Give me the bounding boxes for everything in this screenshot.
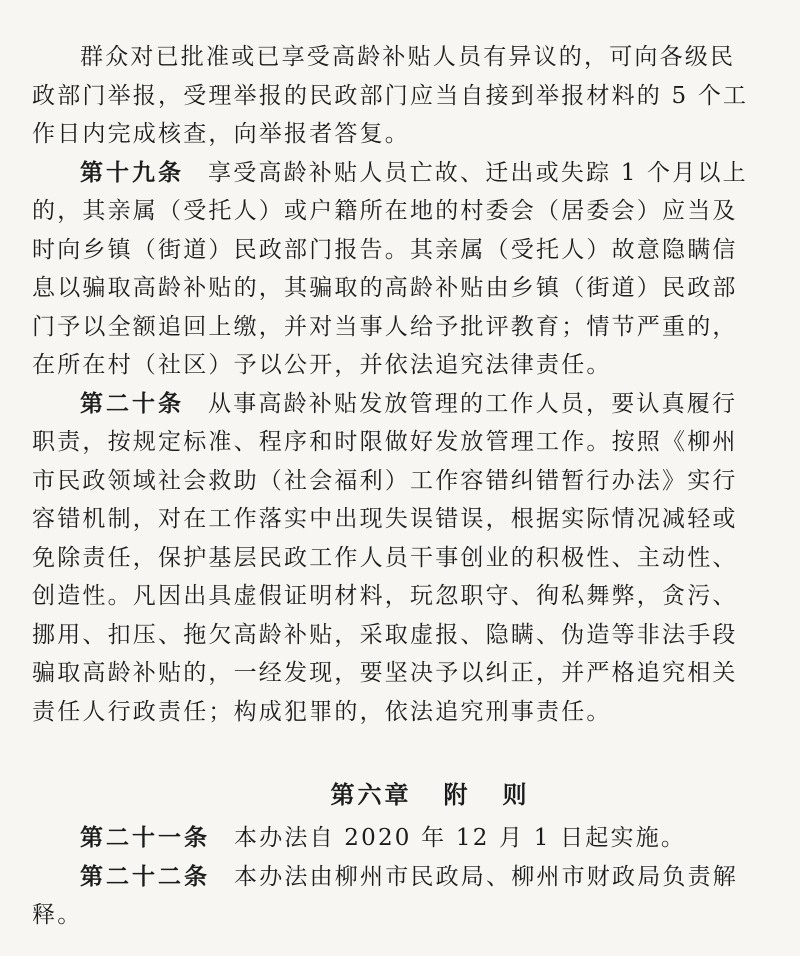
text-line: 作日内完成核查，向举报者答复。	[32, 121, 410, 147]
chapter-heading	[60, 771, 800, 819]
text-line: 从事高龄补贴发放管理的工作人员，要认真履行	[208, 390, 738, 417]
article-heading: 第十九条	[80, 158, 184, 186]
text-line: 在所在村（社区）予以公开，并依法追究法律责任。	[32, 352, 612, 378]
text-line: 政部门举报，受理举报的民政部门应当自接到举报材料的 5 个工	[32, 82, 749, 109]
text-line: 职责，按规定标准、程序和时限做好发放管理工作。按照《柳州	[32, 429, 738, 455]
article-20	[0, 385, 800, 732]
chapter-title-part2: 则	[502, 780, 530, 809]
article-22	[0, 858, 800, 935]
section-spacer	[0, 731, 800, 771]
article-heading: 第二十一条	[80, 824, 210, 851]
text-line: 释。	[32, 902, 83, 928]
text-line: 本办法由柳州市民政局、柳州市财政局负责解	[234, 863, 738, 890]
article-heading: 第二十条	[80, 389, 184, 417]
text-line: 创造性。凡因出具虚假证明材料，玩忽职守、徇私舞弊，贪污、	[32, 583, 738, 609]
text-line: 享受高龄补贴人员亡故、迁出或失踪 1 个月以上	[208, 159, 748, 186]
chapter-number: 第六章	[330, 780, 412, 809]
text-line: 骗取高龄补贴的，一经发现，要坚决予以纠正，并严格追究相关	[32, 660, 738, 686]
article-21	[0, 819, 800, 858]
chapter-title-part1: 附	[443, 780, 471, 809]
text-line: 的，其亲属（受托人）或户籍所在地的村委会（居委会）应当及	[32, 198, 738, 224]
text-line: 免除责任，保护基层民政工作人员干事创业的积极性、主动性、	[32, 544, 738, 571]
text-line: 时向乡镇（街道）民政部门报告。其亲属（受托人）故意隐瞒信	[32, 236, 738, 263]
text-line: 门予以全额追回上缴，并对当事人给予批评教育；情节严重的，	[32, 313, 738, 340]
paragraph-report-objection	[0, 38, 800, 154]
text-line: 市民政领域社会救助（社会福利）工作容错纠错暂行办法》实行	[32, 467, 738, 494]
text-line: 本办法自 2020 年 12 月 1 日起实施。	[234, 825, 687, 851]
text-line: 挪用、扣压、拖欠高龄补贴，采取虚报、隐瞒、伪造等非法手段	[32, 621, 738, 648]
text-line: 责任人行政责任；构成犯罪的，依法追究刑事责任。	[32, 698, 612, 725]
article-19	[0, 154, 800, 385]
text-line: 容错机制，对在工作落实中出现失误错误，根据实际情况减轻或	[32, 506, 738, 532]
text-line: 息以骗取高龄补贴的，其骗取的高龄补贴由乡镇（街道）民政部	[32, 275, 738, 301]
article-heading: 第二十二条	[80, 862, 210, 890]
text-line: 群众对已批准或已享受高龄补贴人员有异议的，可向各级民	[80, 44, 736, 70]
